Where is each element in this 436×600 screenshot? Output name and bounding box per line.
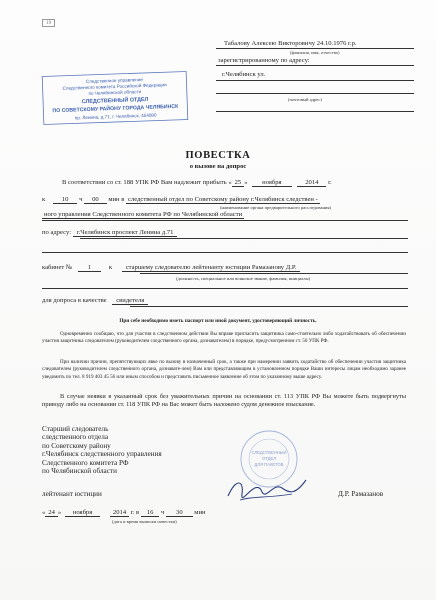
stamp-line-1: Следственное управление <box>85 77 143 85</box>
round-seal <box>238 428 300 490</box>
summons-purpose-line: для допроса в качестве свидетеля <box>42 297 148 305</box>
issue-month: ноября <box>65 509 100 517</box>
stamp-line-5: ПО СОВЕТСКОМУ РАЙОНУ ГОРОДА ЧЕЛЯБИНСК <box>52 103 179 115</box>
recipient-city: г.Челябинск ул. <box>222 71 266 78</box>
issue-day: 24 <box>45 509 58 517</box>
signer-line-1: Старший следователь <box>42 425 109 433</box>
summons-official: старшему следователю лейтенанту юстиции Рамазанову Д.Р. <box>122 264 301 272</box>
signer-line-2: следственного отдела <box>42 433 109 442</box>
stamp-line-4: СЛЕДСТВЕННЫЙ ОТДЕЛ <box>81 96 149 106</box>
summons-department-cont: ного управления Следственного комитета РФ по Челябинской области <box>44 211 243 218</box>
issue-hour: 16 <box>141 509 160 517</box>
seal-line-3: ДЛЯ ПАКЕТОВ <box>254 462 284 467</box>
signer-line-3: по Советскому району <box>42 441 111 450</box>
issue-caption: (дата и время выписки повестки) <box>112 519 177 524</box>
page-number-mark: 19 <box>42 20 55 26</box>
summons-address: г.Челябинск проспект Ленина д.71 <box>73 229 178 237</box>
summons-day: 25 <box>232 179 245 187</box>
defender-paragraph: Одновременно сообщаю, что для участия в следственном действии Вы вправе пригласить защитника само-стоятельно либо ходатайствовать об обеспечении участия защитника следователем (руководителем следственного органа, дознавателем) в порядке, предусмотренном ст. 50 УПК РФ. <box>42 331 406 345</box>
document-subtitle: о вызове на допрос <box>189 163 247 170</box>
signer-rank: лейтенант юстиции <box>42 490 102 498</box>
department-caption: (наименование органа предварительного расследования) <box>220 205 332 210</box>
summons-address-line: по адресу: г.Челябинск проспект Ленина д.71 <box>42 229 177 237</box>
issue-year: 2014 <box>110 509 129 517</box>
signer-line-5: Следственного комитета РФ <box>42 458 129 467</box>
summons-hour: 10 <box>53 196 78 204</box>
recipient-name: Табалову Алексею Викторовичу 24.10.1976 г.р. <box>224 40 357 47</box>
document-title: ПОВЕСТКА <box>185 150 251 161</box>
signature-block <box>42 425 162 475</box>
signer-line-6: по Челябинской области <box>42 467 117 476</box>
summons-minutes: 00 <box>84 196 107 204</box>
summons-year: 2014 <box>297 179 326 187</box>
stamp-line-2: Следственного комитета Российской Федерации <box>62 82 167 91</box>
signer-name: Д.Р. Рамазанов <box>338 490 384 498</box>
summons-date-line: В соответствии со ст. 188 УПК РФ Вам надлежит прибыть « 25 » ноября 2014 г. <box>62 179 332 186</box>
issue-minutes: 30 <box>166 509 193 517</box>
summons-purpose: свидетеля <box>112 297 148 305</box>
warning-paragraph: В случае неявки в указанный срок без уважительных причин на основании ст. 113 УПК РФ Вы можете быть подвергнуты приводу либо на основании ст. 118 УПК РФ на Вас может быть наложено судом денежное взыскание. <box>42 393 406 409</box>
issue-date-line: « 24 » ноября 2014 г. в 16 ч 30 мин <box>42 509 206 516</box>
summons-official-line: кабинет № 1 к старшему следователю лейтенанту юстиции Рамазанову Д.Р. <box>42 264 300 272</box>
registered-label: зарегистрированному по адресу: <box>218 57 310 64</box>
postal-caption: (почтовый адрес) <box>288 97 322 102</box>
signer-line-4: г.Челябинск следственного управления <box>42 450 162 459</box>
absence-paragraph: При наличии причин, препятствующих явке по вызову в назначенный срок, а также при намерении заявить ходатайство об обеспечении участия защитника следователем (руководителем следственного органа, дознавате-лем) Вам или представляющим в установленном порядке Ваши интересы лицам необходимо заранее уведомить по тел. 8 919 403 45 56 или иным способом и представить письменное заявление об этом по указанному выше адресу. <box>42 359 406 380</box>
stamp-line-3: по Челябинской области <box>88 89 142 96</box>
stamp-line-6: пр. Ленина, д.71, г. Челябинск, 454080 <box>74 112 157 121</box>
seal-line-1: СЛЕДСТВЕННЫЙ <box>251 450 287 455</box>
passport-notice: При себе необходимо иметь паспорт или иной документ, удостоверяющий личность. <box>119 318 317 324</box>
seal-line-2: ОТДЕЛ <box>261 456 277 461</box>
summons-department: следственный отдел по Советскому району г.Челябинск следствен - <box>128 196 318 203</box>
official-caption: (должность, специальное или воинское звание, фамилия, инициалы) <box>176 276 311 281</box>
recipient-caption: (фамилия, имя, отчество) <box>290 50 340 55</box>
summons-time-line: к 10 ч 00 мин в следственный отдел по Советскому району г.Челябинск следствен - <box>42 196 318 203</box>
summons-cabinet: 1 <box>78 264 101 272</box>
department-stamp <box>40 70 190 126</box>
summons-month: ноября <box>252 179 291 187</box>
